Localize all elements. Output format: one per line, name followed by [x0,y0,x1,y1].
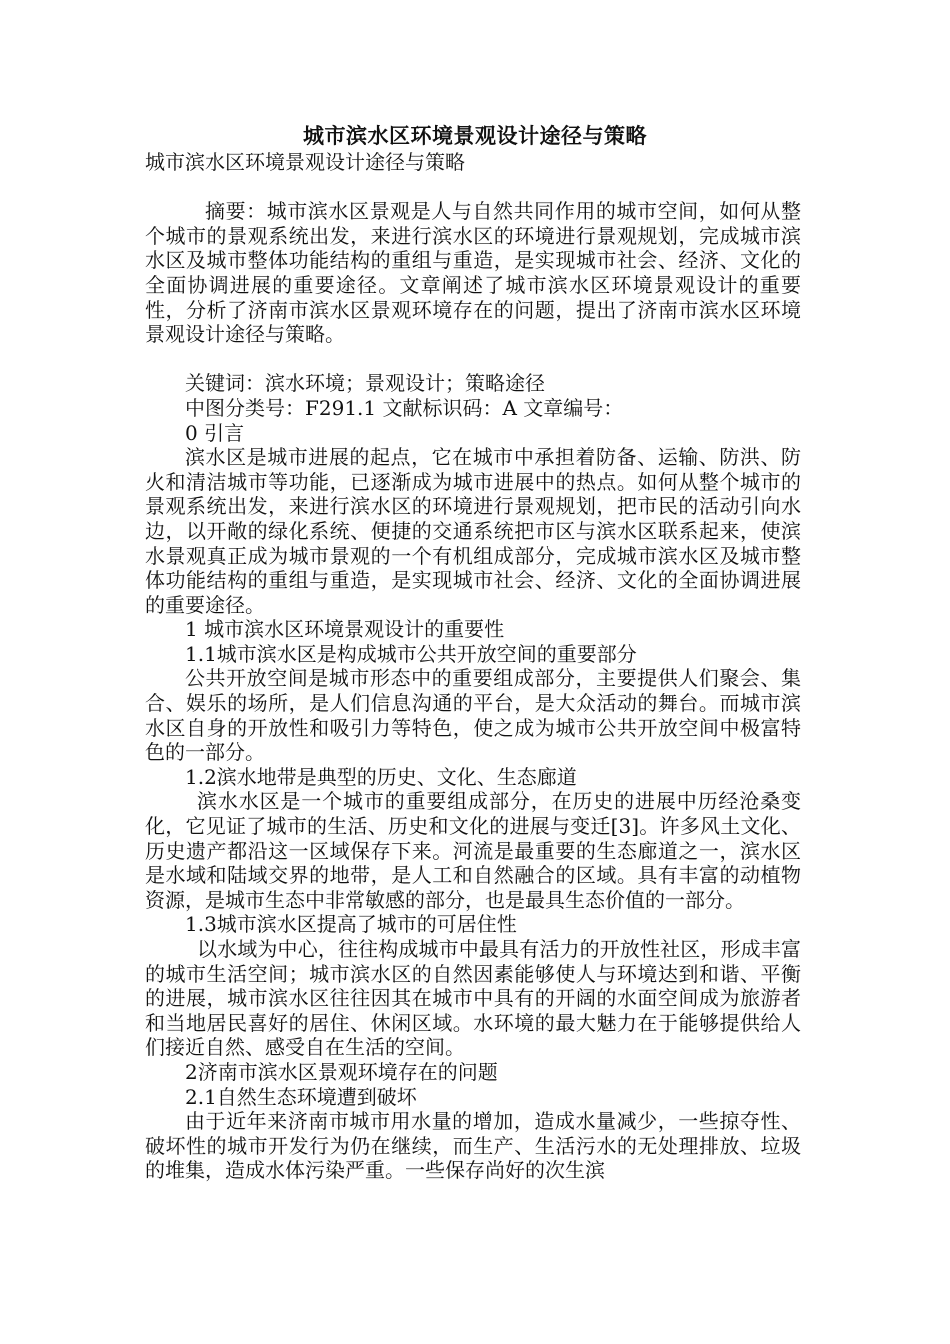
section-heading: 0 引言 [185,420,245,445]
body-paragraph: 以水域为中心，往往构成城市中最具有活力的开放性社区，形成丰富的城市生活空间；城市滨水区的自然因素能够使人与环境达到和谐、平衡的进展，城市滨水区往往因其在城市中具有的开阔的水面空间成为旅游者和当地居民喜好的居住、休闲区域。水环境的最大魅力在于能够提供给人们接近自然、感受自在生活的空间。 [145,937,801,1060]
blank-line [145,347,801,372]
subsection-heading: 2.1自然生态环境遭到破坏 [185,1084,417,1109]
body-paragraph: 由于近年来济南市城市用水量的增加，造成水量减少，一些掠夺性、破坏性的城市开发行为仍在继续，而生产、生活污水的无处理排放、垃圾的堆集，造成水体污染严重。一些保存尚好的次生滨 [145,1109,801,1183]
keywords-line: 关键词：滨水环境；景观设计；策略途径 [185,371,545,396]
subsection-heading: 1.3城市滨水区提高了城市的可居住性 [185,912,517,937]
document-subtitle: 城市滨水区环境景观设计途径与策略 [145,150,465,174]
subsection-heading: 1.1城市滨水区是构成城市公共开放空间的重要部分 [185,641,637,666]
body-paragraph: 滨水区是城市进展的起点，它在城市中承担着防备、运输、防洪、防火和清洁城市等功能，已逐渐成为城市进展中的热点。如何从整个城市的景观系统出发，来进行滨水区的环境进行景观规划，把市民的活动引向水边，以开敞的绿化系统、便捷的交通系统把市区与滨水区联系起来，使滨水景观真正成为城市景观的一个有机组成部分，完成城市滨水区及城市整体功能结构的重组与重造，是实现城市社会、经济、文化的全面协调进展的重要途径。 [145,445,801,617]
document-title: 城市滨水区环境景观设计途径与策略 [303,123,647,148]
body-paragraph: 公共开放空间是城市形态中的重要组成部分，主要提供人们聚会、集合、娱乐的场所，是人们信息沟通的平台，是大众活动的舞台。而城市滨水区自身的开放性和吸引力等特色，使之成为城市公共开放空间中极富特色的一部分。 [145,666,801,765]
subsection-heading: 1.2滨水地带是典型的历史、文化、生态廊道 [185,764,577,789]
body-paragraph: 滨水水区是一个城市的重要组成部分，在历史的进展中历经沧桑变化，它见证了城市的生活、历史和文化的进展与变迁[3]。许多风土文化、历史遗产都沿这一区域保存下来。河流是最重要的生态廊道之一，滨水区是水域和陆域交界的地带，是人工和自然融合的区域。具有丰富的动植物资源，是城市生态中非常敏感的部分，也是最具生态价值的一部分。 [145,789,801,912]
blank-line [145,175,801,200]
classification-line: 中图分类号：F291.1 文献标识码：A 文章编号： [185,395,624,420]
section-heading: 1 城市滨水区环境景观设计的重要性 [185,617,505,642]
abstract-paragraph: 摘要：城市滨水区景观是人与自然共同作用的城市空间，如何从整个城市的景观系统出发，来进行滨水区的环境进行景观规划，完成城市滨水区及城市整体功能结构的重组与重造，是实现城市社会、经济、文化的全面协调进展的重要途径。文章阐述了城市滨水区环境景观设计的重要性，分析了济南市滨水区景观环境存在的问题，提出了济南市滨水区环境景观设计途径与策略。 [145,199,801,347]
section-heading: 2济南市滨水区景观环境存在的问题 [185,1059,498,1084]
document-body [145,150,801,1183]
